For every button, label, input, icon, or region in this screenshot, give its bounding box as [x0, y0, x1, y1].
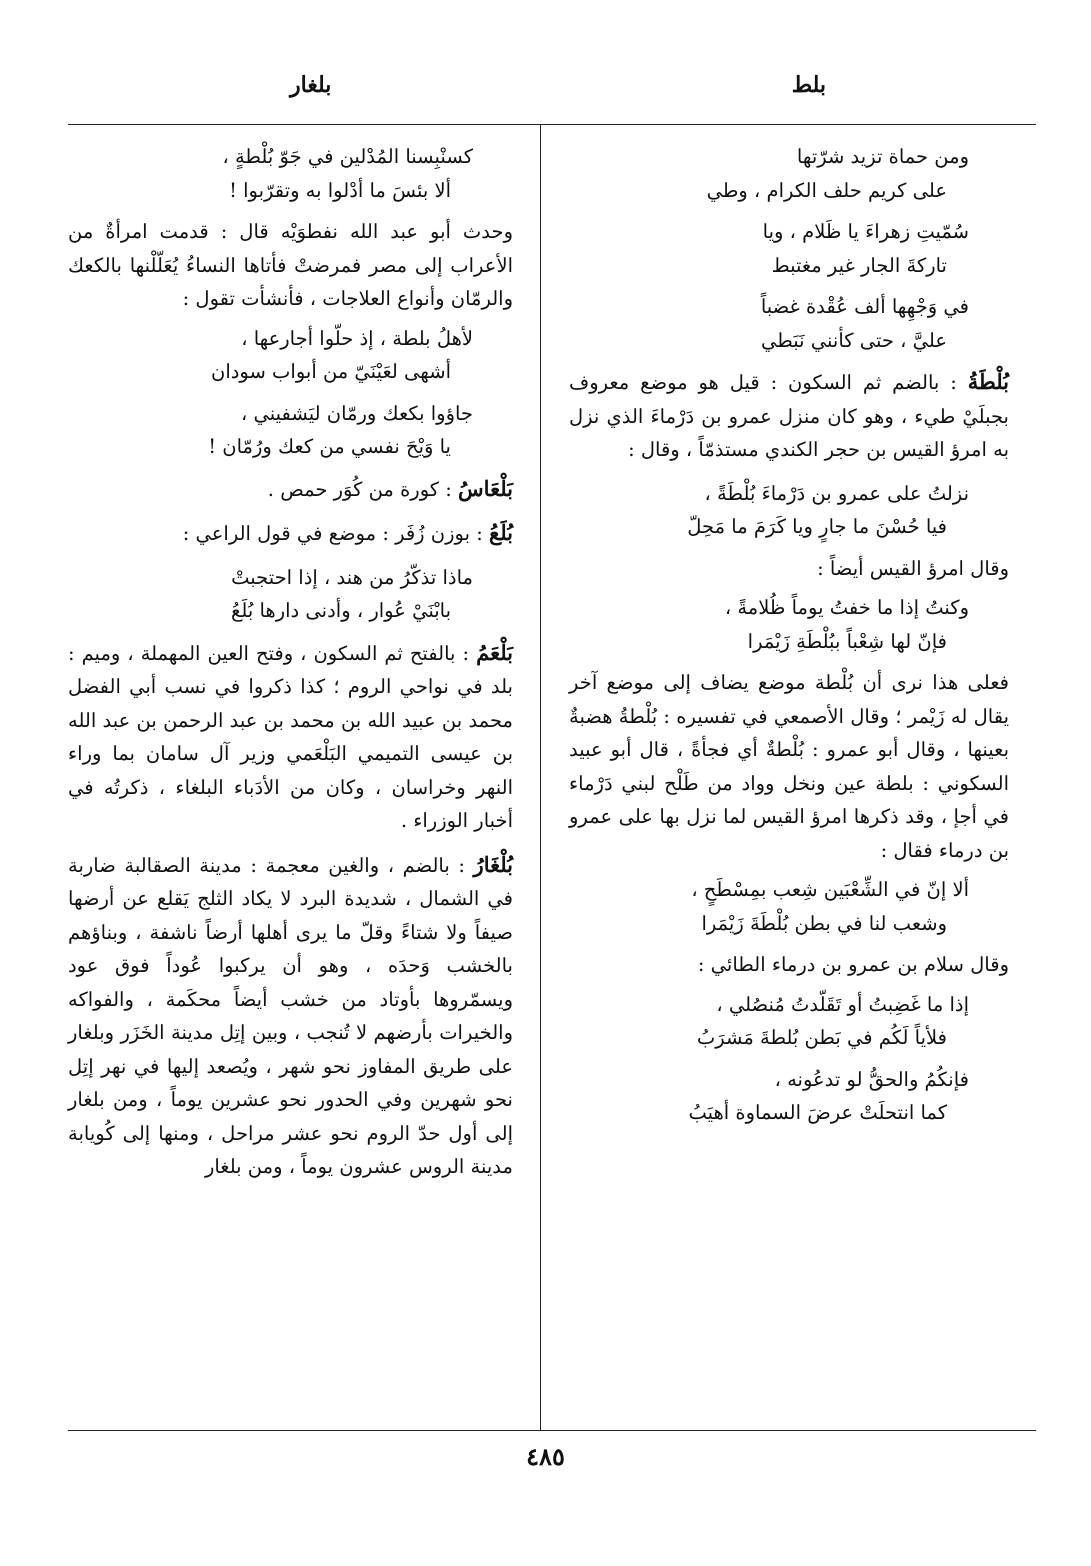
dictionary-entry [68, 848, 513, 1184]
verse [569, 1063, 1009, 1130]
verse [569, 140, 1009, 207]
verse-line: عليَّ ، حتى كأنني نَبَطي [761, 328, 947, 352]
verse-line: كسنْبِسنا المُدْلين في جَوّ بُلْطةٍ ، [222, 145, 473, 168]
verse [569, 873, 1009, 940]
verse-line: ماذا تذكّرُ من هند ، إذا احتجبتْ [231, 565, 473, 589]
verse-line: فإنّ لها شِعْباً ببُلْطَةِ زَيْمَرا [747, 629, 947, 653]
bottom-rule [68, 1430, 1036, 1431]
verse-line: في وَجْهِها ألف عُقْدة غضباً [760, 295, 969, 318]
verse [68, 322, 513, 389]
verse-line: وشعب لنا في بطن بُلْطَةَ زَيْمَرا [701, 911, 947, 935]
verse-line: كما انتحلَتْ عرضَ السماوة أهيَبُ [688, 1101, 947, 1124]
verse-line: جاؤوا بكعك ورمّان ليَشفيني ، [240, 401, 473, 425]
entry-text: : بوزن زُفَر : موضع في قول الراعي : [182, 522, 483, 545]
paragraph: فعلى هذا نرى أن بُلْطة موضع يضاف إلى موضع آخر يقال له زَيْمر ؛ وقال الأصمعي في تفسيره : بُلْطةُ هضبةٌ بعينها ، وقال أبو عمرو : بُلْطةٌ أي فجأةً ، قال أبو عبيد السكوني : بلطة عين ونخل وواد من طَلْح لبني دَرْماء في أجإ ، وقد ذكرها امرؤ القيس لما نزل بها على عمرو بن درماء فقال : [569, 671, 1009, 862]
verse-line: ألا إنّ في الشِّعْبَين شِعب بمِسْطَحٍ ، [691, 878, 969, 901]
dictionary-entry [68, 636, 513, 838]
left-column [68, 140, 513, 1194]
verse-line: تاركةَ الجار غير مغتبط [771, 253, 947, 277]
dictionary-entry [68, 516, 513, 551]
verse [569, 290, 1009, 357]
entry-text: : بالضم ثم السكون : قيل هو موضع معروف بجبلَيْ طيء ، وهو كان منزل عمرو بن دَرْماءَ الذي نزل به امرؤ القيس بن حجر الكندي مستذمّاً ، وقال : [569, 371, 1009, 461]
verse [569, 477, 1009, 544]
top-rule [68, 124, 1036, 125]
page-number: ٤٨٥ [526, 1442, 565, 1471]
verse-line: يا وَيْحَ نفسي من كعك ورُمّان ! [208, 435, 451, 458]
running-head-right: بلط [791, 72, 826, 98]
verse-line: بابْنَيْ عُوار ، وأدنى دارها بُلَعُ [231, 599, 451, 622]
dictionary-entry [569, 365, 1009, 467]
verse-line: نزلتُ على عمرو بن دَرْماءَ بُلْطَةً ، [704, 481, 969, 505]
entry-text: : كورة من كُوَر حمص . [267, 477, 452, 501]
dictionary-entry [68, 472, 513, 507]
entry-headword: بُلَعُ [489, 520, 513, 545]
verse-line: إذا ما غَضِبتُ أو تَقَلّدتُ مُنصُلي ، [716, 992, 969, 1016]
verse [68, 561, 513, 628]
entry-headword: بَلْعَاسُ [458, 475, 513, 501]
right-column [569, 140, 1009, 1138]
verse [68, 140, 513, 207]
verse [68, 397, 513, 464]
verse-line: سُمّيتِ زهراءَ يا ظَلام ، ويا [762, 220, 969, 243]
paragraph: وقال سلام بن عمرو بن درماء الطائي : [697, 953, 1009, 976]
entry-text: : بالفتح ثم السكون ، وفتح العين المهملة ، وميم : بلد في نواحي الروم ؛ كذا ذكروا في نسب أبي الفضل محمد بن عبيد الله بن محمد بن عبد الرحمن بن عبد الله بن عيسى التميمي البَلْعَمي وزير آل سامان بما وراء النهر وخراسان ، وكان من الأدَباء البلغاء ، ذكرتُه في أخبار الوزراء . [68, 641, 513, 832]
verse-line: على كريم حلف الكرام ، وطي [706, 178, 947, 202]
verse-line: فلأياً لَكُم في بَطن بُلطةَ مَشرَبُ [696, 1026, 947, 1049]
running-head-left: بلغار [290, 72, 332, 98]
verse [569, 591, 1009, 658]
verse [569, 215, 1009, 282]
entry-headword: بَلْعَمُ [476, 639, 513, 665]
verse-line: ألا بئسَ ما أدْلوا به وتقرّبوا ! [229, 178, 451, 202]
verse-line: فإنكُمُ والحقُّ لو تدعُونه ، [774, 1067, 969, 1091]
verse-line: أشهى لعَيْنَيّ من أبواب سودان [211, 360, 451, 383]
verse [569, 988, 1009, 1055]
entry-headword: بُلْطَةُ [967, 369, 1009, 394]
entry-text: : بالضم ، والغين معجمة : مدينة الصقالبة ضاربة في الشمال ، شديدة البرد لا يكاد الثلج يَقلع عن أرضها صيفاً ولا شتاءً وقلّ ما يرى أهلها أرضاً ناشفة ، وبناؤهم بالخشب وَحدَه ، وهو أن يركبوا عُوداً فوق عود ويسمّروها بأوتاد من خشب أيضاً محكَمة ، والفواكه والخيرات بأرضهم لا تُنجب ، وبين إتِل مدينة الخَزَر وبلغار على طريق المفاوز نحو شهر ، ويُصعد إليها في نهر إتِل نحو شهرين وفي الحدور نحو عشرين يوماً ، ومن بلغار إلى أول حدّ الروم نحو عشر مراحل ، ومنها إلى كُويابة مدينة الروس عشرون يوماً ، ومن بلغار [68, 853, 513, 1178]
verse-line: ومن حماة تزيد شرّتها [796, 145, 969, 168]
entry-headword: بُلْغَارُ [473, 851, 514, 877]
paragraph: وقال امرؤ القيس أيضاً : [817, 556, 1009, 580]
verse-line: وكنتُ إذا ما خفتُ يوماً ظُلامةً ، [724, 596, 969, 619]
column-divider [540, 124, 541, 1430]
verse-line: فيا حُسْنَ ما جارٍ ويا كَرَمَ ما مَحِلّ [687, 515, 947, 538]
verse-line: لأهلُ بلطة ، إذ حلّوا أجارعها ، [241, 326, 473, 350]
paragraph: وحدث أبو عبد الله نفطوَيْه قال : قدمت امرأةٌ من الأعراب إلى مصر فمرضتْ فأتاها النساءُ يُعَلّلْنها بالكعك والرمّان وأنواع العلاجات ، فأنشأت تقول : [68, 220, 513, 310]
